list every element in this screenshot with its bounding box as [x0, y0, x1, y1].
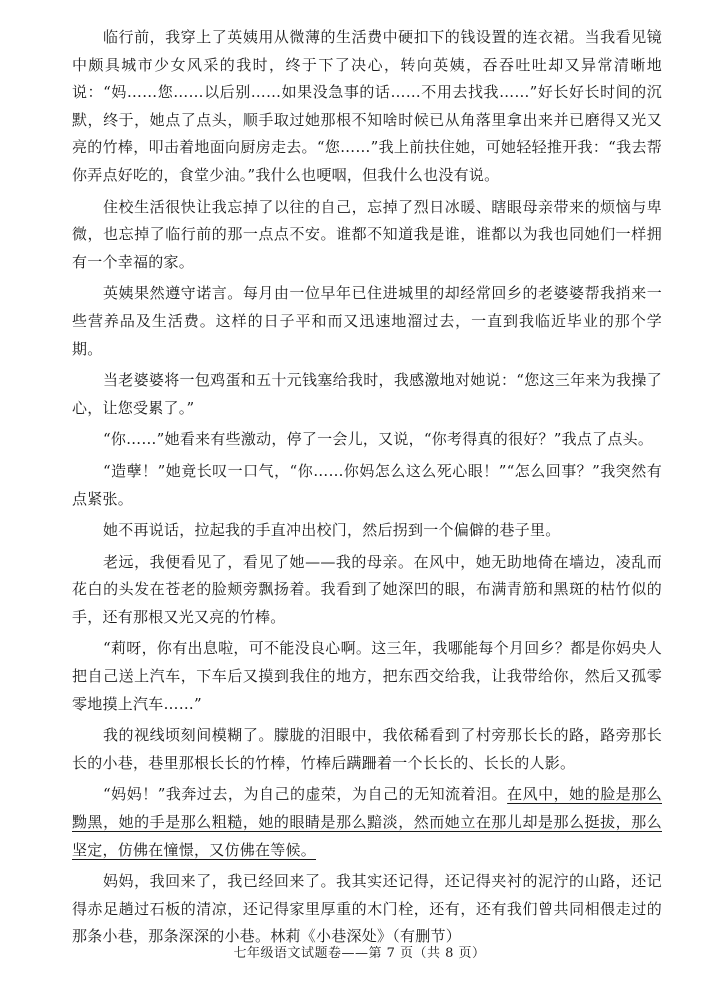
- paragraph-2: 住校生活很快让我忘掉了以往的自己，忘掉了烈日冰暖、瞎眼母亲带来的烦恼与卑微，也忘掉了临行前的那一点点不安。谁都不知道我是谁，谁都以为我也同她们一样拥有一个幸福的家。: [72, 197, 662, 271]
- paragraph-3: 英姨果然遵守诺言。每月由一位早年已住进城里的却经常回乡的老婆婆帮我捎来一些营养品及生活费。这样的日子平和而又迅速地溜过去，一直到我临近毕业的那个学期。: [72, 284, 662, 358]
- paragraph-5: “你……”她看来有些激动，停了一会儿，又说，“你考得真的很好？”我点了点头。: [103, 430, 654, 449]
- underlined-sentence: 在风中，她的脸是那么黝黑，她的手是那么粗糙，她的眼睛是那么黯淡，然而她立在那儿却是那么挺拔，那么坚定，仿佛在憧憬，又仿佛在等候。: [72, 785, 662, 859]
- paragraph-6: “造孽！”她竟长叹一口气，“你……你妈怎么这么死心眼！”“怎么回事？”我突然有点紧张。: [72, 461, 662, 508]
- paragraph-1: 临行前，我穿上了英姨用从微薄的生活费中硬扣下的钱设置的连衣裙。当我看见镜中颇具城市少女风采的我时，终于下了决心，转向英姨，吞吞吐吐却又异常清晰地说：“妈……您……以后别……如果没急事的话……不用去找我……”好长好长时间的沉默，终于，她点了点头，顺手取过她那根不知啥时候已从角落里拿出来并已磨得又光又亮的竹棒，叩击着地面向厨房走去。“您……”我上前扶住她，可她轻轻推开我：“我去帮你弄点好吃的，食堂少油。”我什么也哽咽，但我什么也没有说。: [72, 28, 662, 184]
- paragraph-11: [72, 781, 662, 864]
- paragraph-10: 我的视线顷刻间模糊了。朦胧的泪眼中，我依稀看到了村旁那长长的路，路旁那长长的小巷，巷里那根长长的竹棒，竹棒后蹒跚着一个长长的、长长的人影。: [72, 726, 662, 772]
- paragraph-9: “莉呀，你有出息啦，可不能没良心啊。这三年，我哪能每个月回乡？都是你妈央人把自己送上汽车，下车后又摸到我住的地方，把东西交给我，让我带给你，然后又孤零零地摸上汽车……”: [72, 639, 662, 713]
- passage-body: [72, 24, 662, 955]
- paragraph-12: 妈妈，我回来了，我已经回来了。我其实还记得，还记得夹衬的泥泞的山路，还记得赤足趟过石板的清凉，还记得家里厚重的木门栓，还有，还有我们曾共同相偎走过的那条小巷，那条深深的小巷。林莉《小巷深处》（有删节）: [72, 872, 662, 946]
- paragraph-7: 她不再说话，拉起我的手直冲出校门，然后拐到一个偏僻的巷子里。: [103, 521, 561, 540]
- paragraph-11-lead: “妈妈！”我奔过去，为自己的虚荣，为自己的无知流着泪。: [103, 785, 508, 804]
- page-footer: 七年级语文试题卷——第 7 页（共 8 页）: [233, 946, 486, 961]
- paragraph-4: 当老婆婆将一包鸡蛋和五十元钱塞给我时，我感激地对她说：“您这三年来为我操了心，让您受累了。”: [72, 371, 662, 417]
- paragraph-8: 老远，我便看见了，看见了她——我的母亲。在风中，她无助地倚在墙边，凌乱而花白的头发在苍老的脸颊旁飘扬着。我看到了她深凹的眼，布满青筋和黑斑的枯竹似的手，还有那根又光又亮的竹棒。: [72, 552, 662, 626]
